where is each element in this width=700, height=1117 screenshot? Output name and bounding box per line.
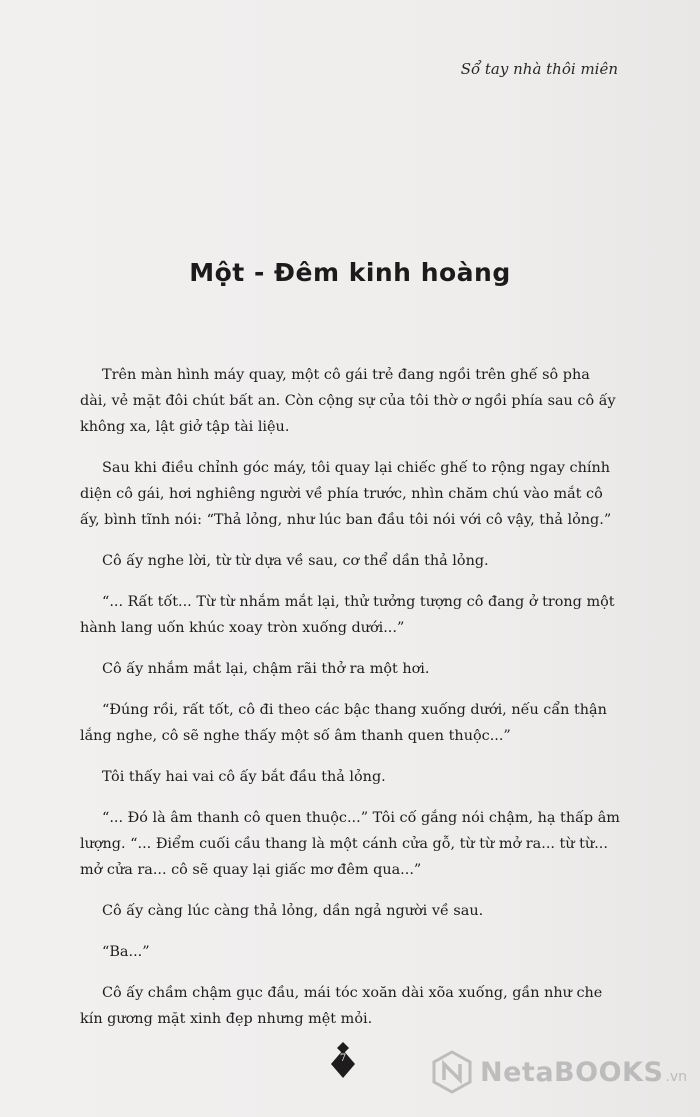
paragraph: “Đúng rồi, rất tốt, cô đi theo các bậc thang xuống dưới, nếu cẩn thận lắng nghe, cô sẽ nghe thấy một số âm thanh quen thuộc...” xyxy=(80,702,607,744)
page-number: 7 xyxy=(339,1053,347,1064)
paragraph: Tôi thấy hai vai cô ấy bắt đầu thả lỏng. xyxy=(102,769,386,785)
paragraph: “... Đó là âm thanh cô quen thuộc...” Tôi cố gắng nói chậm, hạ thấp âm lượng. “... Điểm cuối cầu thang là một cánh cửa gỗ, từ từ mở ra... từ từ... mở cửa ra... cô sẽ quay lại giấc mơ đêm qua...” xyxy=(80,810,620,878)
paragraph: Cô ấy nghe lời, từ từ dựa về sau, cơ thể dần thả lỏng. xyxy=(102,553,489,569)
paragraph: Cô ấy nhắm mắt lại, chậm rãi thở ra một hơi. xyxy=(102,661,430,677)
chapter-title: Một - Đêm kinh hoàng xyxy=(189,258,511,287)
paragraph: Cô ấy càng lúc càng thả lỏng, dần ngả người về sau. xyxy=(102,903,484,919)
paragraph: Cô ấy chầm chậm gục đầu, mái tóc xoăn dài xõa xuống, gần như che kín gương mặt xinh đẹp nhưng mệt mỏi. xyxy=(80,985,603,1027)
paragraph: Trên màn hình máy quay, một cô gái trẻ đang ngồi trên ghế sô pha dài, vẻ mặt đôi chút bất an. Còn cộng sự của tôi thờ ơ ngồi phía sau cô ấy không xa, lật giở tập tài liệu. xyxy=(80,367,616,435)
watermark-text: NetaBOOKS xyxy=(480,1056,664,1088)
paragraph: “Ba...” xyxy=(102,944,150,960)
watermark xyxy=(430,1050,687,1094)
paragraph: “... Rất tốt... Từ từ nhắm mắt lại, thử tưởng tượng cô đang ở trong một hành lang uốn khúc xoay tròn xuống dưới...” xyxy=(80,594,615,636)
paragraph: Sau khi điều chỉnh góc máy, tôi quay lại chiếc ghế to rộng ngay chính diện cô gái, hơi nghiêng người về phía trước, nhìn chăm chú vào mắt cô ấy, bình tĩnh nói: “Thả lỏng, như lúc ban đầu tôi nói với cô vậy, thả lỏng.” xyxy=(80,460,612,528)
page-number-ornament xyxy=(329,1040,357,1084)
body-text xyxy=(80,362,620,1047)
watermark-suffix: .vn xyxy=(665,1069,687,1085)
running-header: Sổ tay nhà thôi miên xyxy=(460,60,618,78)
netabooks-logo-icon xyxy=(430,1050,474,1094)
